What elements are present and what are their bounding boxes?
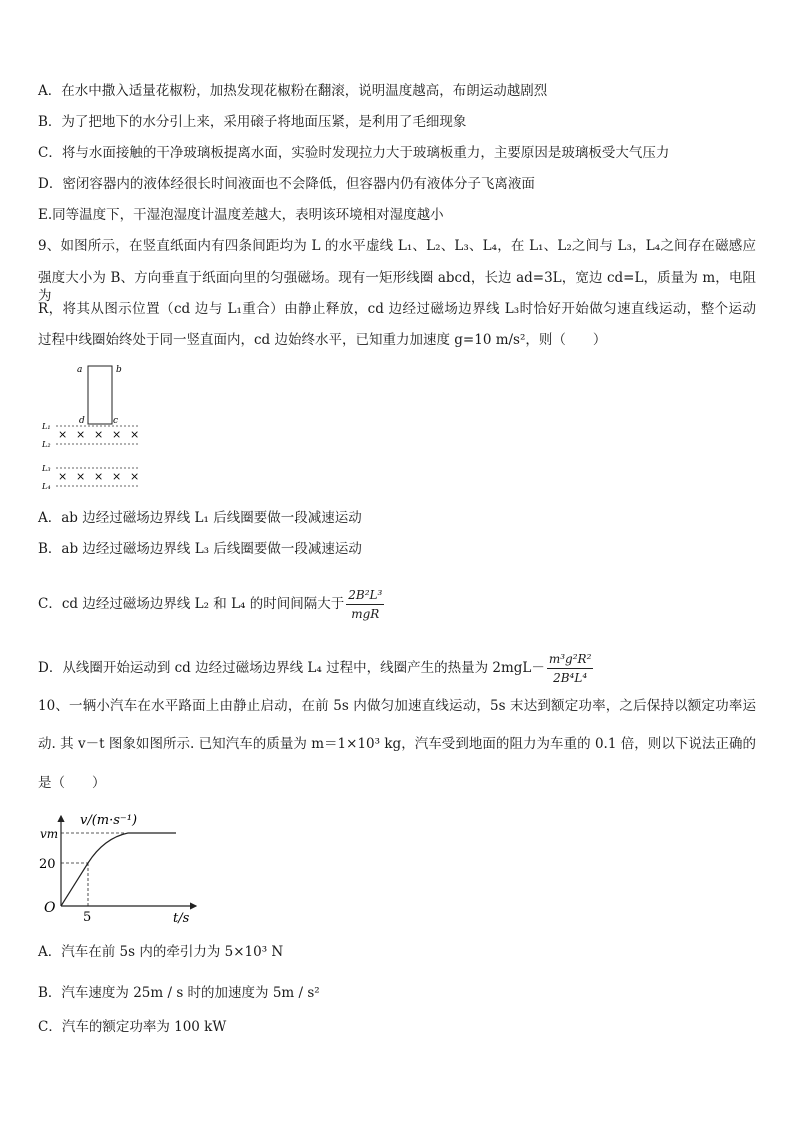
field-cross: × (94, 428, 104, 441)
magnetic-field-crosses (58, 428, 139, 483)
y-axis-label: v/(m·s⁻¹) (80, 813, 138, 828)
q8-option-e: E.同等温度下，干湿泡湿度计温度差越大，表明该环境相对湿度越小 (38, 207, 444, 223)
q10-stem-line3: 是（ ） (38, 775, 106, 791)
field-cross: × (112, 470, 122, 483)
q10-option-b: B．汽车速度为 25m / s 时的加速度为 5m / s² (38, 985, 320, 1001)
coil-label-d: d (79, 416, 85, 426)
boundary-label-l1: L₁ (42, 422, 51, 431)
coil-label-a: a (77, 365, 83, 375)
field-cross: × (130, 470, 140, 483)
q9-option-a: A．ab 边经过磁场边界线 L₁ 后线圈要做一段减速运动 (38, 510, 362, 526)
fraction-denominator: mgR (351, 607, 380, 621)
q9-option-d-text: D．从线圈开始运动到 cd 边经过磁场边界线 L₄ 过程中，线圈产生的热量为 2mgL－ (38, 660, 545, 676)
field-cross: × (94, 470, 104, 483)
q8-option-d: D．密闭容器内的液体经很长时间液面也不会降低，但容器内仍有液体分子飞离液面 (38, 176, 535, 192)
q9-stem-line3: R，将其从图示位置（cd 边与 L₁重合）由静止释放，cd 边经过磁场边界线 L₃时恰好开始做匀速直线运动，整个运动 (38, 301, 756, 317)
x-axis-label: t/s (173, 911, 190, 926)
q9-stem-line1: 9、如图所示，在竖直纸面内有四条间距均为 L 的水平虚线 L₁、L₂、L₃、L₄，在 L₁、L₂之间与 L₃，L₄之间存在磁感应 (38, 238, 756, 254)
q10-option-a: A．汽车在前 5s 内的牵引力为 5×10³ N (38, 944, 284, 960)
field-cross: × (58, 428, 68, 441)
field-cross: × (112, 428, 122, 441)
q8-option-b: B．为了把地下的水分引上来，采用磙子将地面压紧，是利用了毛细现象 (38, 114, 467, 130)
field-cross: × (76, 428, 86, 441)
q8-option-a: A．在水中撒入适量花椒粉，加热发现花椒粉在翻滚，说明温度越高，布朗运动越剧烈 (38, 83, 548, 99)
boundary-label-l3: L₃ (42, 464, 51, 473)
q9-option-b: B．ab 边经过磁场边界线 L₃ 后线圈要做一段减速运动 (38, 541, 362, 557)
origin-label: O (44, 900, 56, 916)
boundary-label-l4: L₄ (42, 482, 51, 491)
coil-rectangle (88, 366, 112, 424)
q10-option-c: C．汽车的额定功率为 100 kW (38, 1019, 227, 1035)
fraction-numerator: m³g²R² (547, 650, 594, 669)
y-tick-20: 20 (39, 857, 56, 872)
q10-stem-line2: 动. 其 v－t 图象如图所示. 已知汽车的质量为 m＝1×10³ kg，汽车受到地面的阻力为车重的 0.1 倍，则以下说法正确的 (38, 736, 756, 752)
boundary-label-l2: L₂ (42, 440, 51, 449)
q10-stem-line1: 10、一辆小汽车在水平路面上由静止启动，在前 5s 内做匀加速直线运动，5s 末达到额定功率，之后保持以额定功率运 (38, 698, 756, 714)
q9-option-c-fraction (346, 586, 384, 623)
q10-vt-graph (36, 808, 206, 928)
q9-magnetic-field-figure (36, 360, 146, 495)
fraction-numerator: 2B²L³ (346, 586, 384, 605)
velocity-curve (61, 833, 176, 906)
q9-stem-line4: 过程中线圈始终处于同一竖直面内，cd 边始终水平，已知重力加速度 g=10 m/s²，则（ ） (38, 332, 607, 348)
field-cross: × (130, 428, 140, 441)
q9-option-d-fraction (547, 650, 594, 687)
coil-label-b: b (116, 365, 122, 375)
vm-label: vm (40, 827, 59, 841)
q9-option-d (38, 650, 595, 687)
q9-option-c (38, 586, 386, 623)
fraction-denominator: 2B⁴L⁴ (553, 671, 588, 685)
q9-option-c-text: C．cd 边经过磁场边界线 L₂ 和 L₄ 的时间间隔大于 (38, 596, 345, 612)
q9-stem-line2: 强度大小为 B、方向垂直于纸面向里的匀强磁场。现有一矩形线圈 abcd，长边 ad=3L，宽边 cd=L，质量为 m，电阻为 (38, 270, 756, 304)
coil-label-c: c (113, 416, 119, 426)
x-tick-5: 5 (83, 910, 92, 925)
field-cross: × (58, 470, 68, 483)
q8-option-c: C．将与水面接触的干净玻璃板提离水面，实验时发现拉力大于玻璃板重力，主要原因是玻璃板受大气压力 (38, 145, 670, 161)
field-cross: × (76, 470, 86, 483)
